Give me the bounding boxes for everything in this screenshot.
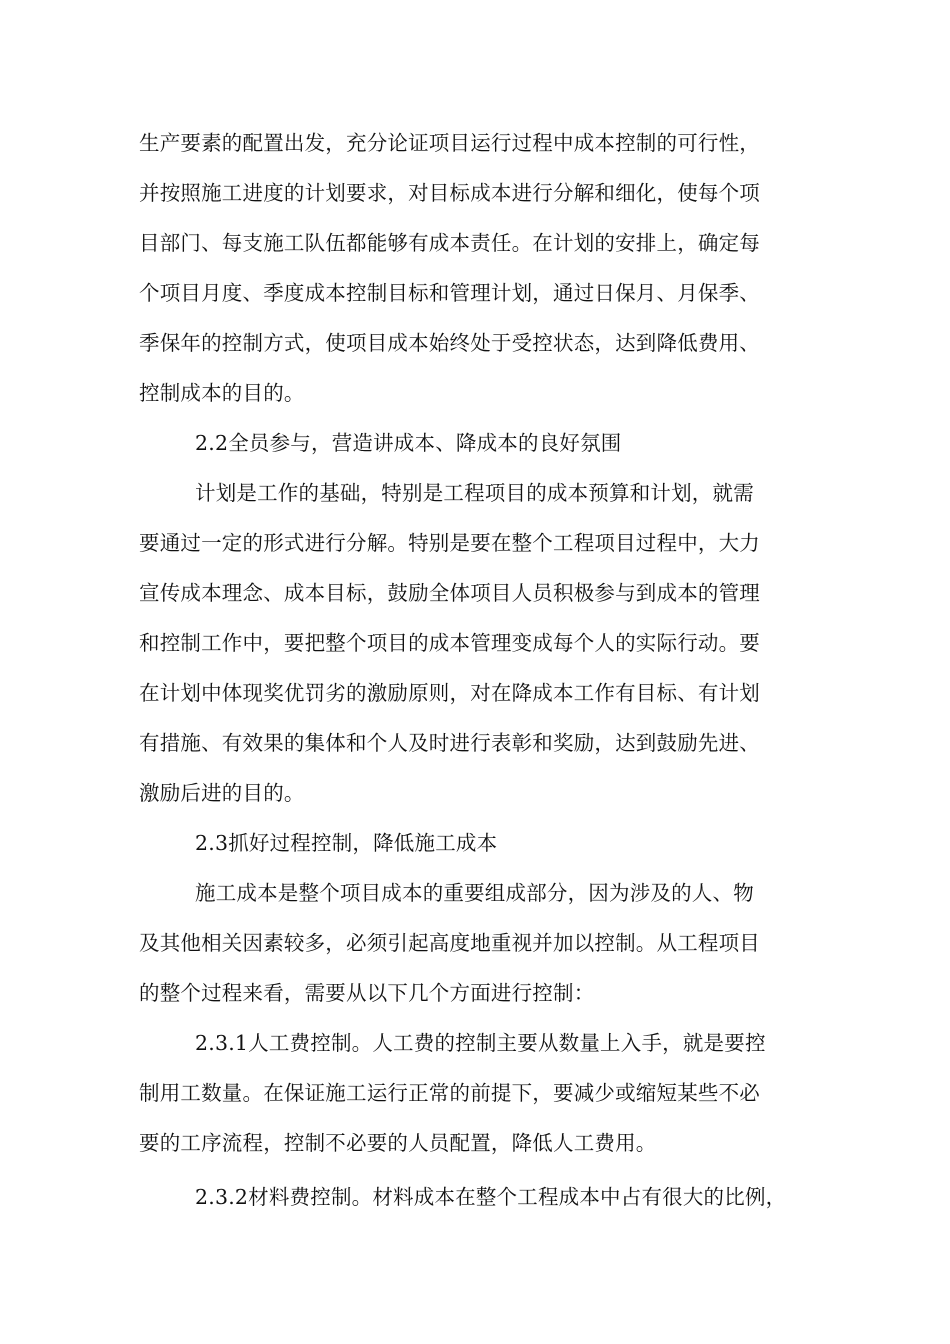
paragraph-line: 控制成本的目的。 — [139, 381, 305, 405]
subsection-paragraph-line: 2.3.2材料费控制。材料成本在整个工程成本中占有很大的比例， — [195, 1185, 787, 1209]
paragraph-line: 制用工数量。在保证施工运行正常的前提下，要减少或缩短某些不必 — [139, 1081, 760, 1105]
paragraph-line: 要通过一定的形式进行分解。特别是要在整个工程项目过程中，大力 — [139, 531, 760, 555]
paragraph-line: 宣传成本理念、成本目标，鼓励全体项目人员积极参与到成本的管理 — [139, 581, 760, 605]
paragraph-line: 要的工序流程，控制不必要的人员配置，降低人工费用。 — [139, 1131, 657, 1155]
paragraph-line: 计划是工作的基础，特别是工程项目的成本预算和计划，就需 — [195, 481, 754, 505]
paragraph-line: 并按照施工进度的计划要求，对目标成本进行分解和细化，使每个项 — [139, 181, 760, 205]
paragraph-line: 激励后进的目的。 — [139, 781, 305, 805]
paragraph-line: 生产要素的配置出发，充分论证项目运行过程中成本控制的可行性， — [139, 131, 760, 155]
section-heading: 2.2全员参与，营造讲成本、降成本的良好氛围 — [195, 431, 622, 455]
paragraph-line: 在计划中体现奖优罚劣的激励原则，对在降成本工作有目标、有计划 — [139, 681, 760, 705]
section-heading: 2.3抓好过程控制，降低施工成本 — [195, 831, 498, 855]
paragraph-line: 施工成本是整个项目成本的重要组成部分，因为涉及的人、物 — [195, 881, 754, 905]
paragraph-line: 季保年的控制方式，使项目成本始终处于受控状态，达到降低费用、 — [139, 331, 760, 355]
body-text — [139, 118, 829, 1222]
paragraph-line: 的整个过程来看，需要从以下几个方面进行控制： — [139, 981, 595, 1005]
paragraph-line: 和控制工作中，要把整个项目的成本管理变成每个人的实际行动。要 — [139, 631, 760, 655]
paragraph-line: 目部门、每支施工队伍都能够有成本责任。在计划的安排上，确定每 — [139, 231, 760, 255]
paragraph-line: 及其他相关因素较多，必须引起高度地重视并加以控制。从工程项目 — [139, 931, 760, 955]
subsection-paragraph-line: 2.3.1人工费控制。人工费的控制主要从数量上入手，就是要控 — [195, 1031, 766, 1055]
paragraph-line: 个项目月度、季度成本控制目标和管理计划，通过日保月、月保季、 — [139, 281, 760, 305]
paragraph-line: 有措施、有效果的集体和个人及时进行表彰和奖励，达到鼓励先进、 — [139, 731, 760, 755]
